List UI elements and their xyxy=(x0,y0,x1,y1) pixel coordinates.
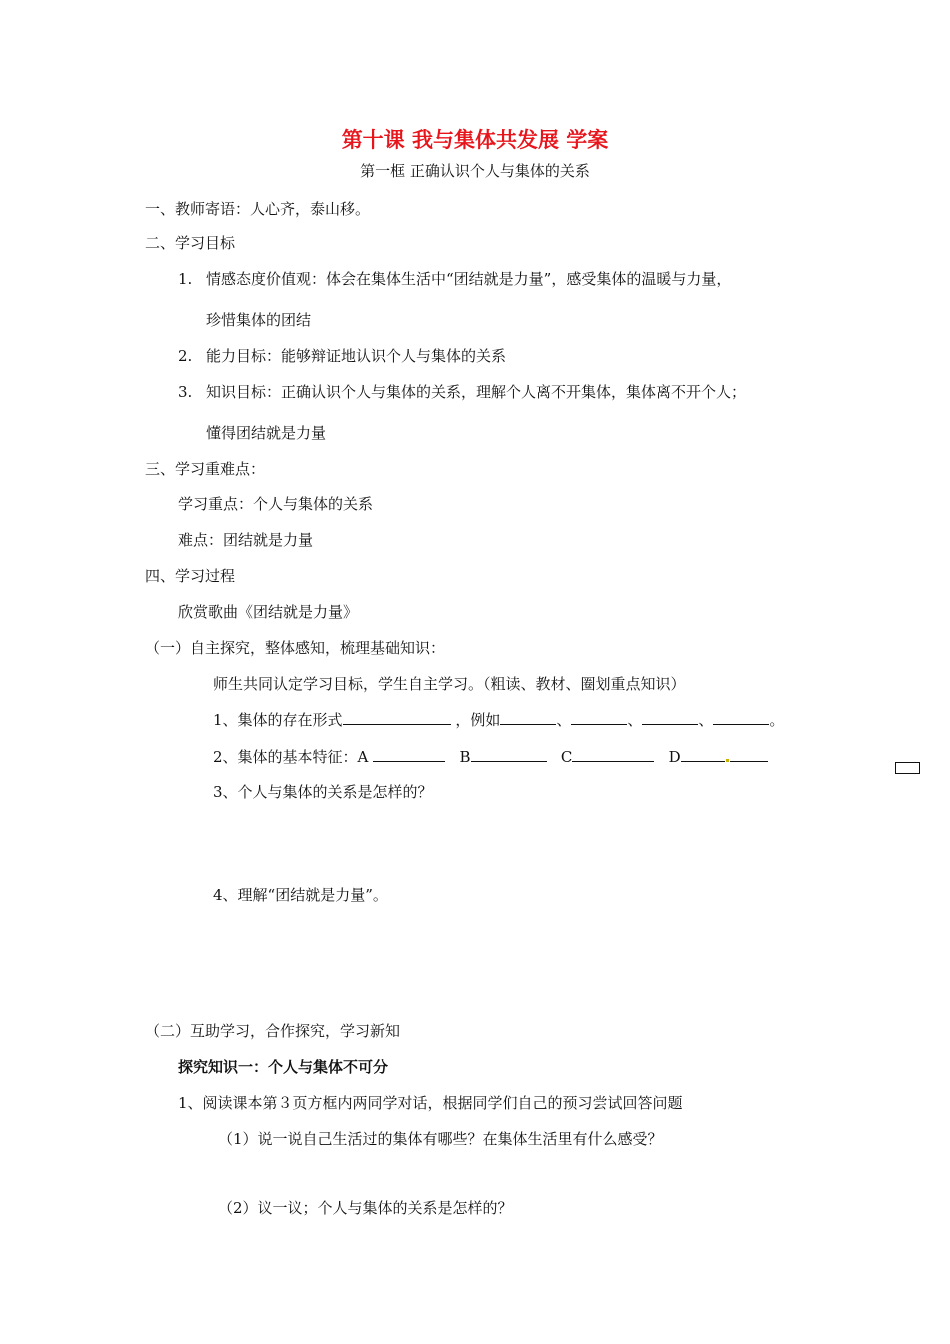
part-1-intro: 师生共同认定学习目标，学生自主学习。（粗读、教材、圈划重点知识） xyxy=(213,675,686,693)
goal-1-text: 情感态度价值观：体会在集体生活中“团结就是力量”，感受集体的温暖与力量， xyxy=(206,270,732,288)
answer-blank-b[interactable] xyxy=(471,747,547,762)
label-b: B xyxy=(459,748,471,766)
song-line: 欣赏歌曲《团结就是力量》 xyxy=(178,603,359,621)
question-2 xyxy=(213,747,768,767)
question-3: 3、个人与集体的关系是怎样的？ xyxy=(213,783,433,801)
sub-question-1: （1）说一说自己生活过的集体有哪些？在集体生活里有什么感受？ xyxy=(218,1130,663,1148)
question-1-prompt: 1、集体的存在形式 xyxy=(213,711,343,729)
answer-blank-a[interactable] xyxy=(373,747,445,762)
answer-blank-c[interactable] xyxy=(572,747,654,762)
label-c: C xyxy=(560,748,573,766)
answer-blank-example-2[interactable] xyxy=(571,710,627,725)
section-teacher-message: 一、教师寄语：人心齐，泰山移。 xyxy=(145,200,371,218)
answer-blank-example-3[interactable] xyxy=(642,710,698,725)
question-1 xyxy=(213,710,784,730)
separator: 、 xyxy=(698,711,714,729)
section-learning-process: 四、学习过程 xyxy=(145,567,236,585)
section-key-points: 三、学习重难点： xyxy=(145,460,266,478)
explore-1-heading: 探究知识一：个人与集体不可分 xyxy=(178,1058,389,1076)
goal-3-text: 知识目标：正确认识个人与集体的关系，理解个人离不开集体，集体离不开个人； xyxy=(206,383,747,401)
goal-3-number: 3. xyxy=(178,383,193,401)
answer-blank-form[interactable] xyxy=(343,710,451,725)
label-d: D xyxy=(668,748,681,766)
answer-blank-d-cont[interactable] xyxy=(730,747,768,762)
goal-2-number: 2. xyxy=(178,347,193,365)
question-2-prompt: 2、集体的基本特征：A xyxy=(213,748,369,766)
part-2-heading: （二）互助学习，合作探究，学习新知 xyxy=(145,1022,401,1040)
part-1-heading: （一）自主探究，整体感知，梳理基础知识： xyxy=(145,639,446,657)
answer-blank-example-1[interactable] xyxy=(500,710,556,725)
page-subtitle: 第一框 正确认识个人与集体的关系 xyxy=(360,162,590,180)
reading-task: 1、阅读课本第３页方框内两同学对话，根据同学们自己的预习尝试回答问题 xyxy=(178,1094,683,1112)
question-1-example-label: ，例如 xyxy=(455,711,501,729)
key-point: 学习重点：个人与集体的关系 xyxy=(178,495,374,513)
goal-1-number: 1. xyxy=(178,270,193,288)
difficult-point: 难点：团结就是力量 xyxy=(178,531,314,549)
separator: 、 xyxy=(556,711,572,729)
answer-blank-example-4[interactable] xyxy=(713,710,769,725)
section-learning-goals: 二、学习目标 xyxy=(145,234,236,252)
goal-1-text-cont: 珍惜集体的团结 xyxy=(206,311,312,329)
margin-box-mark xyxy=(895,762,920,774)
answer-blank-d[interactable] xyxy=(681,747,725,762)
goal-3-text-cont: 懂得团结就是力量 xyxy=(206,424,327,442)
question-1-end: 。 xyxy=(769,711,785,729)
page-title: 第十课 我与集体共发展 学案 xyxy=(341,128,609,152)
question-4: 4、理解“团结就是力量”。 xyxy=(213,886,388,904)
separator: 、 xyxy=(627,711,643,729)
sub-question-2: （2）议一议；个人与集体的关系是怎样的？ xyxy=(218,1199,513,1217)
goal-2-text: 能力目标：能够辩证地认识个人与集体的关系 xyxy=(206,347,507,365)
yellow-dot-mark xyxy=(726,759,729,762)
